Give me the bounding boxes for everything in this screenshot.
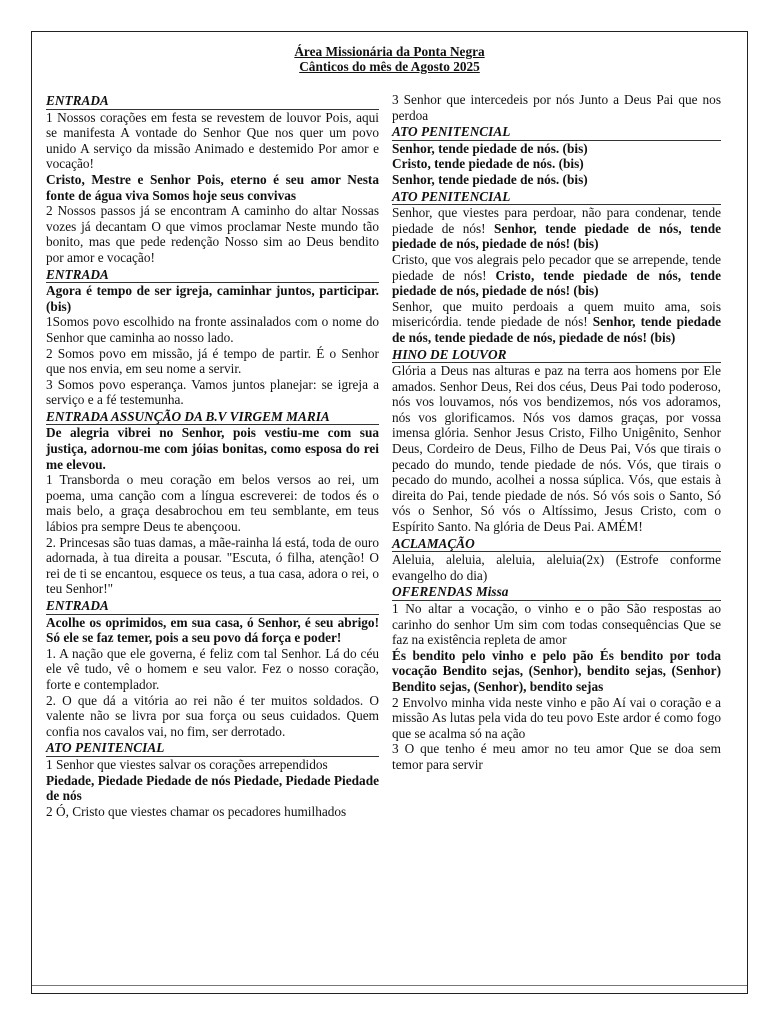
- header-title: Área Missionária da Ponta Negra: [294, 44, 485, 59]
- verse: 2 Envolvo minha vida neste vinho e pão Aí vai o coração e a missão As lutas pela vida do teu povo Este ardor é como fogo que se acalma só na ação: [392, 694, 721, 741]
- verse: 3 O que tenho é meu amor no teu amor Que se doa sem temor para servir: [392, 741, 721, 772]
- refrain: Cristo, tende piedade de nós. (bis): [392, 156, 584, 172]
- refrain: És bendito pelo vinho e pelo pão És bendito por toda vocação Bendito sejas, (Senhor), bendito sejas, (Senhor) Bendito sejas, (Senhor), bendito sejas: [392, 647, 721, 694]
- response: Senhor, tende piedade de nós, tende piedade de nós, piedade de nós! (bis): [392, 220, 721, 252]
- header-subtitle: Cânticos do mês de Agosto 2025: [299, 59, 480, 74]
- verse: 3 Senhor que intercedeis por nós Junto a Deus Pai que nos perdoa: [392, 92, 721, 123]
- response: Senhor, tende piedade de nós, tende piedade de nós, piedade de nós! (bis): [392, 314, 721, 345]
- section-heading: OFERENDAS Missa: [392, 584, 721, 601]
- right-column: [392, 92, 721, 773]
- section-heading: ENTRADA: [46, 598, 379, 615]
- refrain: Senhor, tende piedade de nós. (bis): [392, 140, 588, 156]
- section-heading: ENTRADA: [46, 93, 379, 110]
- verse: 1 Transborda o meu coração em belos versos ao rei, um poema, uma canção com a língua escreverei: de todos és o mais belo, a graça desabrochou em teu semblante, em teus lábios pra sempre Deus te abençoou.: [46, 472, 379, 535]
- invocation: Cristo, que vos alegrais pelo pecador que se arrepende, tende piedade de nós!: [392, 251, 721, 283]
- invocation: Senhor, que viestes para perdoar, não para condenar, tende piedade de nós!: [392, 205, 721, 236]
- refrain: Senhor, tende piedade de nós. (bis): [392, 171, 588, 187]
- bottom-divider: [32, 985, 747, 986]
- page-header: [32, 44, 747, 74]
- verse: 2 Ó, Cristo que viestes chamar os pecadores humilhados: [46, 803, 347, 819]
- section-heading: ACLAMAÇÃO: [392, 536, 721, 553]
- section-heading: ENTRADA ASSUNÇÃO DA B.V VIRGEM MARIA: [46, 409, 379, 426]
- response: Cristo, tende piedade de nós, tende piedade de nós, piedade de nós! (bis): [392, 267, 721, 299]
- verse: Aleluia, aleluia, aleluia, aleluia(2x) (Estrofe conforme evangelho do dia): [392, 552, 721, 583]
- invocation: Senhor, que muito perdoais a quem muito ama, sois misericórdia. tende piedade de nós!: [392, 298, 721, 330]
- refrain: De alegria vibrei no Senhor, pois vestiu-me com sua justiça, adornou-me com jóias bonitas, como esposa do rei me elevou.: [46, 425, 379, 472]
- verse: 3 Somos povo esperança. Vamos juntos planejar: se igreja a serviço e a fé testemunha.: [46, 376, 379, 408]
- refrain: Piedade, Piedade Piedade de nós Piedade, Piedade Piedade de nós: [46, 772, 379, 804]
- refrain: Acolhe os oprimidos, em sua casa, ó Senhor, é seu abrigo! Só ele se faz temer, pois a seu povo dá força e poder!: [46, 614, 379, 646]
- verse: 2. Princesas são tuas damas, a mãe-rainha lá está, toda de ouro adornada, à tua direita a pousar. "Escuta, ó filha, atenção! O rei de ti se encantou, esquece os teus, a tua casa, adora o rei, o teu Senhor!": [46, 534, 379, 597]
- verse: 2 Somos povo em missão, já é tempo de partir. É o Senhor que nos envia, em seu nome a servir.: [46, 345, 379, 377]
- page-frame: [31, 31, 748, 994]
- section-heading: ATO PENITENCIAL: [46, 740, 379, 757]
- verse: 1 Nossos corações em festa se revestem de louvor Pois, aqui se manifesta A vontade do Senhor Que nos quer um povo unido A serviço da missão Animado e destemido Por amor e vocação!: [46, 109, 379, 172]
- verse: [392, 205, 721, 252]
- verse: [392, 252, 721, 299]
- verse: 1Somos povo escolhido na fronte assinalados com o nome do Senhor que caminha ao nosso lado.: [46, 314, 379, 345]
- verse: [392, 299, 721, 346]
- verse: 1 Senhor que viestes salvar os corações arrependidos: [46, 756, 328, 772]
- section-heading: HINO DE LOUVOR: [392, 347, 721, 364]
- verse: 1 No altar a vocação, o vinho e o pão São respostas ao carinho do senhor Um sim com todas consequências Que se faz na existência repleta de amor: [392, 601, 721, 648]
- left-column: [46, 92, 379, 819]
- section-heading: ATO PENITENCIAL: [392, 124, 721, 141]
- section-heading: ATO PENITENCIAL: [392, 189, 721, 206]
- refrain: Agora é tempo de ser igreja, caminhar juntos, participar. (bis): [46, 283, 379, 314]
- gloria-text: Glória a Deus nas alturas e paz na terra aos homens por Ele amados. Senhor Deus, Rei dos céus, Deus Pai todo poderoso, nós vos louvamos, nós vos bendizemos, nós vos adoramos, nós vos glorificamos. Nós vos damos graças, por vossa imensa glória. Senhor Jesus Cristo, Filho Unigênito, Senhor Deus, Cordeiro de Deus, Filho de Deus Pai, Vós que tirais o pecado do mundo, tende piedade de nós. Vós, que tirais o pecado do mundo, acolhei a nossa súplica. Vós, que estais à direita do Pai, tende piedade de nós. Só vós sois o Santo, Só vós o Senhor, Só vós o Altíssimo, Jesus Cristo, com o Espírito Santo. Na glória de Deus Pai. AMÉM!: [392, 363, 721, 535]
- section-heading: ENTRADA: [46, 267, 379, 284]
- verse: 2. O que dá a vitória ao rei não é ter muitos soldados. O valente não se livra por sua força ou seus cuidados. Quem confia nos cavalos vai, no fim, ser derrotado.: [46, 692, 379, 739]
- refrain: Cristo, Mestre e Senhor Pois, eterno é seu amor Nesta fonte de água viva Somos hoje seus convivas: [46, 171, 379, 203]
- verse: 2 Nossos passos já se encontram A caminho do altar Nossas vozes já decantam O que vimos proclamar Neste mundo tão bonito, mas que pede redenção Nosso sim ao Deus bendito por amor e vocação!: [46, 203, 379, 265]
- verse: 1. A nação que ele governa, é feliz com tal Senhor. Lá do céu ele vê tudo, vê o homem e seu valor. Fez o nosso coração, forte e contemplador.: [46, 645, 379, 692]
